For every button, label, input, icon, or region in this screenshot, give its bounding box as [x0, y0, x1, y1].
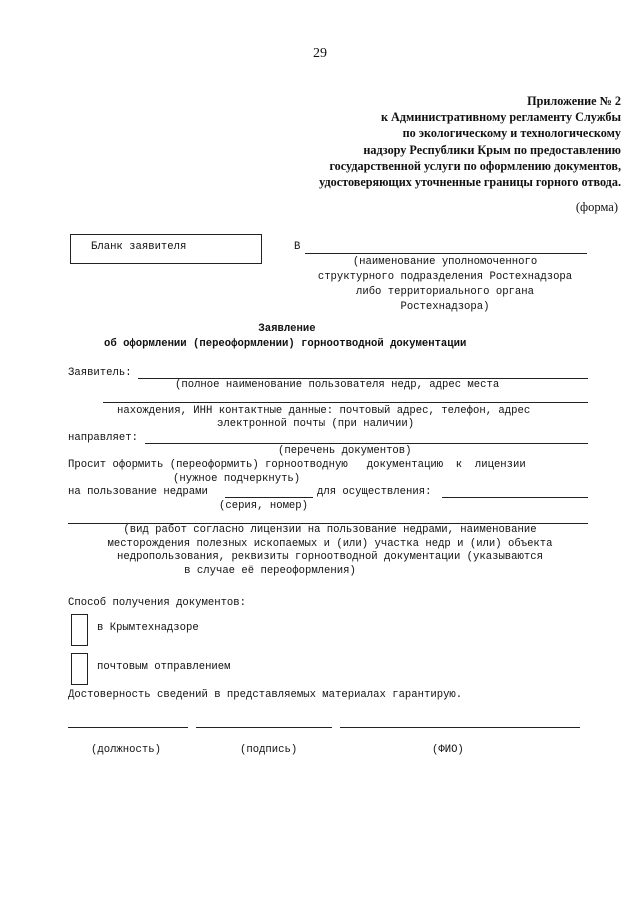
page-number: 29: [313, 46, 327, 61]
sends-field-line[interactable]: [145, 443, 588, 444]
appendix-line: к Административному регламенту Службы: [380, 110, 621, 125]
request-caption: (нужное подчеркнуть): [173, 473, 301, 485]
document-title: Заявление: [258, 323, 316, 335]
work-caption-line: в случае её переоформления): [184, 564, 356, 577]
appendix-line: удостоверяющих уточненные границы горного отвода.: [319, 175, 621, 190]
applicant-blank-label: Бланк заявителя: [91, 241, 187, 253]
delivery-option-checkbox-office[interactable]: [71, 614, 88, 646]
applicant-caption: электронной почты (при наличии): [217, 418, 415, 430]
addressee-caption-line: структурного подразделения Ростехнадзора: [317, 271, 573, 283]
sign-caption: (подпись): [240, 744, 298, 756]
applicant-caption: нахождения, ИНН контактные данные: почтовый адрес, телефон, адрес: [117, 405, 531, 417]
work-caption: [60, 524, 600, 578]
guarantee-statement: Достоверность сведений в представляемых материалах гарантирую.: [68, 689, 463, 701]
position-signature-line[interactable]: [68, 727, 188, 728]
request-line: Просит оформить (переоформить) горноотводную документацию к лицензии: [68, 459, 526, 471]
delivery-option-office-label: в Крымтехнадзоре: [97, 622, 199, 634]
purpose-field-line[interactable]: [442, 497, 588, 498]
delivery-label: Способ получения документов:: [68, 597, 247, 609]
addressee-caption-line: либо территориального органа: [355, 286, 534, 298]
license-number-line[interactable]: [225, 497, 313, 498]
addressee-caption: [290, 255, 600, 315]
work-caption-line: (вид работ согласно лицензии на пользование недрами, наименование: [123, 524, 537, 536]
appendix-header: [201, 93, 621, 190]
delivery-option-checkbox-mail[interactable]: [71, 653, 88, 685]
subsoil-middle: для осуществления:: [317, 486, 432, 498]
sends-caption: (перечень документов): [278, 445, 412, 457]
appendix-title: Приложение № 2: [527, 94, 621, 108]
document-subtitle: об оформлении (переоформлении) горноотводной документации: [104, 338, 467, 350]
position-caption: (должность): [91, 744, 161, 756]
addressee-line[interactable]: [305, 253, 587, 254]
work-caption-line: месторождения полезных ископаемых и (или) участка недр и (или) объекта: [107, 537, 553, 550]
appendix-line: надзору Республики Крым по предоставлению: [363, 142, 621, 157]
series-caption: (серия, номер): [219, 500, 309, 512]
applicant-caption: (полное наименование пользователя недр, адрес места: [175, 379, 500, 391]
delivery-option-mail-label: почтовым отправлением: [97, 661, 231, 673]
sends-label: направляет:: [68, 432, 138, 444]
appendix-line: государственной услуги по оформлению документов,: [329, 158, 621, 173]
sign-signature-line[interactable]: [196, 727, 332, 728]
appendix-line: по экологическому и технологическому: [402, 126, 621, 141]
addressee-prefix: В: [294, 241, 301, 253]
addressee-caption-line: Ростехнадзора): [400, 301, 490, 313]
subsoil-prefix: на пользование недрами: [68, 486, 208, 498]
applicant-label: Заявитель:: [68, 367, 132, 379]
applicant-field-line-2[interactable]: [103, 402, 588, 403]
name-caption: (ФИО): [432, 744, 464, 756]
form-label: (форма): [575, 200, 618, 214]
work-caption-line: недропользования, реквизиты горноотводной документации (указываются: [117, 551, 543, 563]
name-signature-line[interactable]: [340, 727, 580, 728]
addressee-caption-line: (наименование уполномоченного: [352, 256, 538, 268]
